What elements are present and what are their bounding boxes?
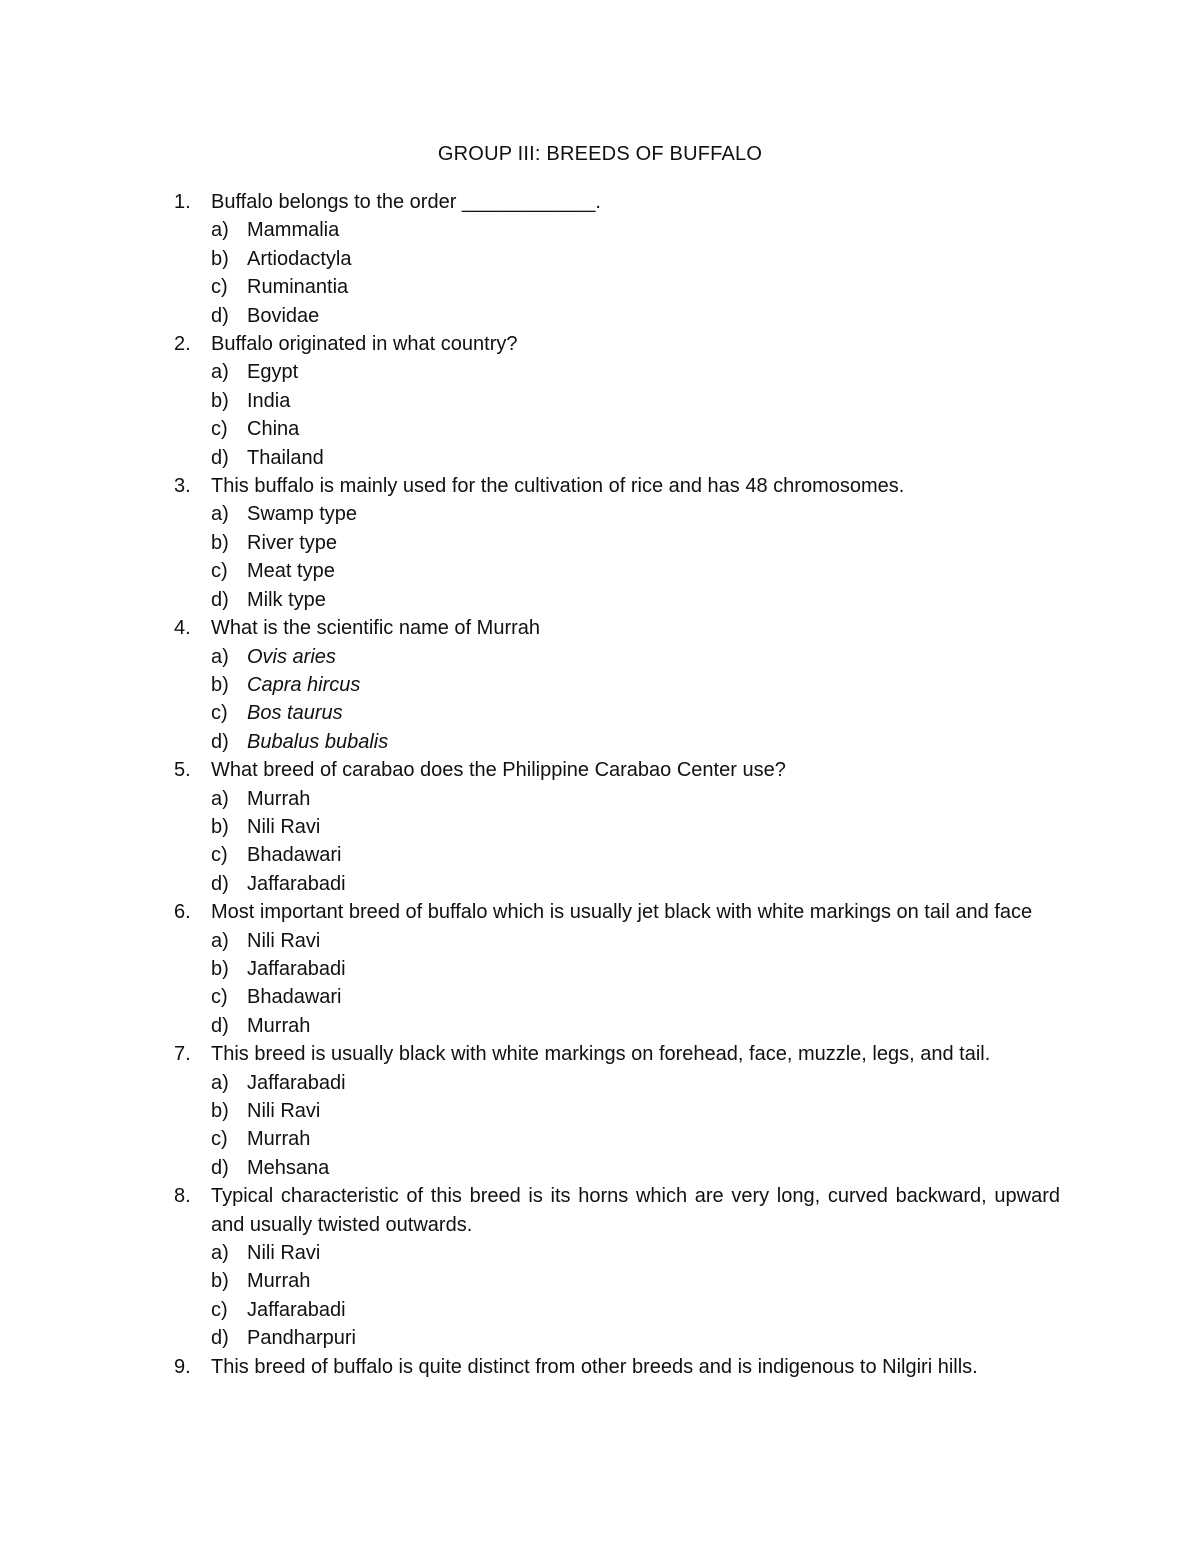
option-b (211, 671, 1060, 699)
question-text: What is the scientific name of Murrah (211, 617, 541, 640)
option-text: Jaffarabadi (247, 957, 346, 980)
option-letter: c) (211, 1298, 228, 1321)
option-c (211, 273, 1060, 301)
question-number: 6. (174, 901, 191, 924)
question-6 (174, 898, 1060, 1040)
option-text: Nili Ravi (247, 815, 321, 838)
option-text: India (247, 389, 291, 412)
option-b (211, 1097, 1060, 1125)
option-list (211, 216, 1060, 330)
option-letter: c) (211, 844, 228, 867)
option-a (211, 1069, 1060, 1097)
option-letter: a) (211, 929, 229, 952)
option-d (211, 1324, 1060, 1352)
question-number: 1. (174, 191, 191, 213)
option-letter: d) (211, 1014, 229, 1037)
question-text: Typical characteristic of this breed is its horns which are very long, curved backward, upward and usually twisted outwards. (211, 1185, 1060, 1236)
option-letter: d) (211, 872, 229, 895)
option-letter: a) (211, 1242, 229, 1265)
option-text: Jaffarabadi (247, 872, 346, 895)
option-letter: b) (211, 531, 229, 554)
option-letter: a) (211, 1071, 229, 1094)
option-b (211, 813, 1060, 841)
option-text: Jaffarabadi (247, 1071, 346, 1094)
option-letter: c) (211, 702, 228, 725)
option-letter: a) (211, 787, 229, 810)
option-list (211, 358, 1060, 472)
option-d (211, 728, 1060, 756)
question-number: 2. (174, 333, 191, 356)
option-d (211, 870, 1060, 898)
option-letter: b) (211, 389, 229, 412)
option-c (211, 983, 1060, 1011)
option-text: Bovidae (247, 304, 320, 327)
question-8 (174, 1182, 1060, 1352)
option-letter: b) (211, 815, 229, 838)
option-letter: b) (211, 957, 229, 980)
option-a (211, 216, 1060, 244)
option-b (211, 1267, 1060, 1295)
question-number: 3. (174, 475, 191, 498)
option-text: Bos taurus (247, 702, 343, 725)
question-text: Buffalo belongs to the order ____________. (211, 191, 601, 213)
option-text: Milk type (247, 588, 326, 611)
option-text: Nili Ravi (247, 1242, 321, 1265)
question-5 (174, 756, 1060, 898)
option-b (211, 955, 1060, 983)
option-c (211, 1125, 1060, 1153)
option-text: Nili Ravi (247, 929, 321, 952)
option-text: Capra hircus (247, 673, 361, 696)
option-list (211, 643, 1060, 757)
option-text: Artiodactyla (247, 247, 352, 270)
option-d (211, 586, 1060, 614)
option-letter: c) (211, 986, 228, 1009)
question-3 (174, 472, 1060, 614)
question-4 (174, 614, 1060, 756)
option-a (211, 358, 1060, 386)
question-number: 7. (174, 1043, 191, 1066)
question-number: 9. (174, 1355, 191, 1378)
question-7 (174, 1040, 1060, 1182)
option-letter: b) (211, 1270, 229, 1293)
option-text: Jaffarabadi (247, 1298, 346, 1321)
option-text: Bhadawari (247, 844, 342, 867)
option-letter: c) (211, 1128, 228, 1151)
option-a (211, 1239, 1060, 1267)
option-list (211, 1239, 1060, 1353)
option-letter: a) (211, 645, 229, 668)
question-number: 4. (174, 617, 191, 640)
option-c (211, 557, 1060, 585)
option-list (211, 785, 1060, 899)
option-letter: d) (211, 446, 229, 469)
question-list (174, 188, 1060, 1381)
option-text: Pandharpuri (247, 1327, 356, 1350)
option-a (211, 785, 1060, 813)
option-d (211, 1154, 1060, 1182)
option-text: Bubalus bubalis (247, 730, 389, 753)
option-c (211, 415, 1060, 443)
question-1 (174, 188, 1060, 330)
option-letter: a) (211, 219, 229, 242)
option-text: Ovis aries (247, 645, 336, 668)
option-text: Thailand (247, 446, 324, 469)
question-text: Most important breed of buffalo which is usually jet black with white markings on tail and face (211, 901, 1033, 924)
option-list (211, 500, 1060, 614)
question-2 (174, 330, 1060, 472)
option-letter: b) (211, 1100, 229, 1122)
option-text: Mammalia (247, 219, 340, 242)
question-9 (174, 1353, 1060, 1381)
option-text: Nili Ravi (247, 1100, 321, 1122)
option-letter: b) (211, 247, 229, 270)
question-number: 8. (174, 1185, 191, 1208)
option-text: Murrah (247, 787, 311, 810)
option-letter: d) (211, 1156, 229, 1179)
option-letter: a) (211, 503, 229, 526)
question-text: This breed of buffalo is quite distinct from other breeds and is indigenous to Nilgiri hills. (211, 1355, 978, 1378)
page-title: GROUP III: BREEDS OF BUFFALO (437, 143, 763, 165)
option-letter: d) (211, 730, 229, 753)
option-d (211, 302, 1060, 330)
option-text: China (247, 418, 300, 441)
option-a (211, 500, 1060, 528)
option-d (211, 1012, 1060, 1040)
option-a (211, 643, 1060, 671)
question-text: This breed is usually black with white markings on forehead, face, muzzle, legs, and tail. (211, 1043, 991, 1066)
question-number: 5. (174, 759, 191, 782)
option-text: Murrah (247, 1014, 311, 1037)
option-a (211, 927, 1060, 955)
question-text: This buffalo is mainly used for the cultivation of rice and has 48 chromosomes. (211, 475, 905, 498)
question-text: Buffalo originated in what country? (211, 333, 518, 356)
question-text: What breed of carabao does the Philippine Carabao Center use? (211, 759, 786, 782)
option-letter: c) (211, 276, 228, 299)
option-letter: d) (211, 588, 229, 611)
option-letter: d) (211, 304, 229, 327)
option-letter: b) (211, 673, 229, 696)
option-c (211, 841, 1060, 869)
option-b (211, 529, 1060, 557)
option-text: River type (247, 531, 338, 554)
option-letter: a) (211, 361, 229, 384)
option-text: Bhadawari (247, 986, 342, 1009)
option-b (211, 387, 1060, 415)
option-letter: c) (211, 560, 228, 583)
option-text: Murrah (247, 1128, 311, 1151)
option-text: Murrah (247, 1270, 311, 1293)
option-c (211, 699, 1060, 727)
option-text: Mehsana (247, 1156, 330, 1179)
option-letter: c) (211, 418, 228, 441)
option-text: Egypt (247, 361, 299, 384)
option-text: Ruminantia (247, 276, 349, 299)
option-letter: d) (211, 1327, 229, 1350)
option-b (211, 245, 1060, 273)
option-text: Swamp type (247, 503, 358, 526)
option-text: Meat type (247, 560, 335, 583)
option-c (211, 1296, 1060, 1324)
option-d (211, 444, 1060, 472)
option-list (211, 927, 1060, 1041)
option-list (211, 1069, 1060, 1183)
